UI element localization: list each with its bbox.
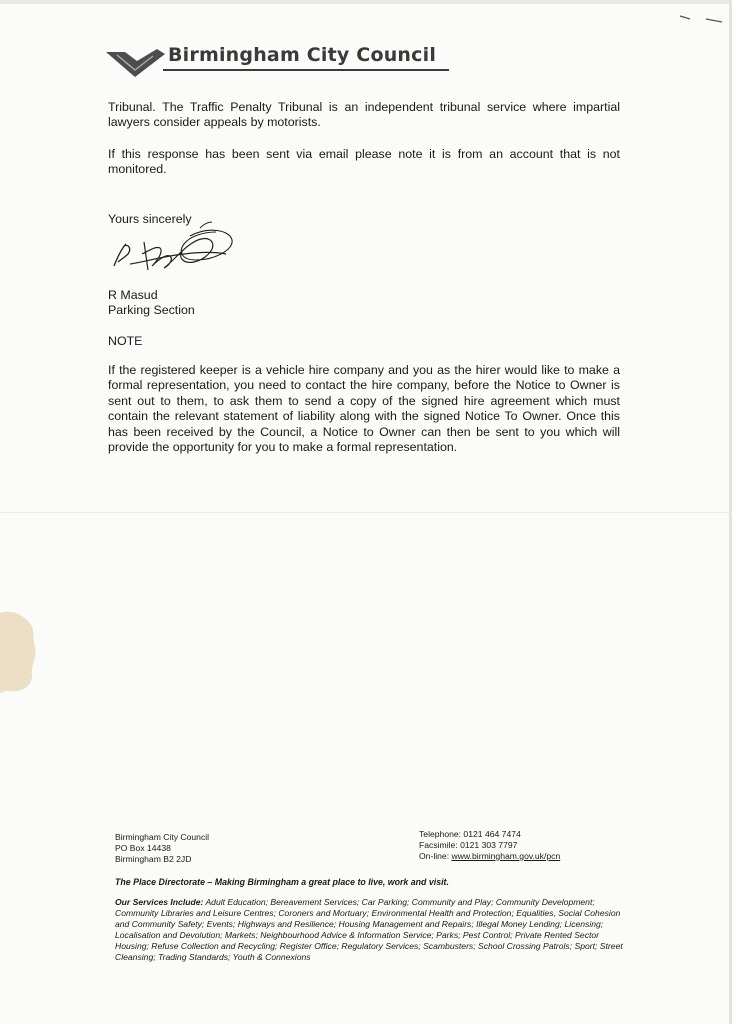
footer-address: [115, 832, 209, 865]
paper-edge: [0, 0, 732, 4]
organisation-name: Birmingham City Council: [168, 44, 437, 66]
signer-department: Parking Section: [108, 303, 195, 318]
facsimile-line: Facsimile: 0121 303 7797: [419, 840, 518, 850]
council-logo-icon: [105, 48, 167, 78]
online-line: [419, 851, 560, 862]
letterhead: [105, 44, 450, 74]
signer-name: R Masud: [108, 288, 158, 302]
footer-contact: [419, 829, 560, 862]
scan-marks: [676, 8, 726, 28]
online-label: On-line:: [419, 851, 452, 861]
body-paragraph-1: Tribunal. The Traffic Penalty Tribunal is an independent tribunal service where impartial lawyers consider appeals by motorists.: [108, 100, 620, 130]
note-paragraph: If the registered keeper is a vehicle hire company and you as the hirer would like to make a formal representation, you need to contact the hire company, before the Notice to Owner is sent out to them, to ask them to send a copy of the signed hire agreement which must contain the relevant statement of liability along with the signed Notice To Owner. Once this has been received by the Council, a Notice to Owner can then be sent to you which will provide the opportunity for you to make a formal representation.: [108, 363, 620, 455]
services-list: [115, 897, 627, 963]
fold-line: [0, 512, 732, 513]
telephone-line: Telephone: 0121 464 7474: [419, 829, 521, 839]
address-line-3: Birmingham B2 2JD: [115, 854, 192, 864]
closing-salutation: Yours sincerely: [108, 212, 192, 226]
signer-block: [108, 288, 195, 319]
letterhead-rule: [163, 69, 449, 71]
handwritten-signature: [104, 216, 239, 280]
note-heading: NOTE: [108, 334, 143, 348]
services-text: Adult Education; Bereavement Services; Car Parking; Community and Play; Community Development; Community Libraries and Leisure Centres; Coroners and Mortuary; Environmental Health and Protection; Equalities, Social Cohesion and Community Safety; Events; Highways and Resilience; Housing Management and Repairs; Illegal Money Lending; Licensing; Localisation and Devolution; Markets; Neighbourhood Advice & Information Service; Parks; Pest Control; Private Rented Sector Housing; Refuse Collection and Recycling; Register Office; Regulatory Services; Scambusters; School Crossing Patrols; Sport; Street Cleansing; Trading Standards; Youth & Connexions: [115, 897, 623, 962]
address-line-2: PO Box 14438: [115, 843, 171, 853]
address-line-1: Birmingham City Council: [115, 832, 210, 842]
services-label: Our Services Include:: [115, 897, 204, 907]
directorate-tagline: The Place Directorate – Making Birmingham a great place to live, work and visit.: [115, 877, 449, 887]
body-paragraph-2: If this response has been sent via email please note it is from an account that is not monitored.: [108, 147, 620, 177]
paper-stain: [0, 607, 38, 695]
website-link[interactable]: www.birmingham.gov.uk/pcn: [451, 851, 561, 861]
